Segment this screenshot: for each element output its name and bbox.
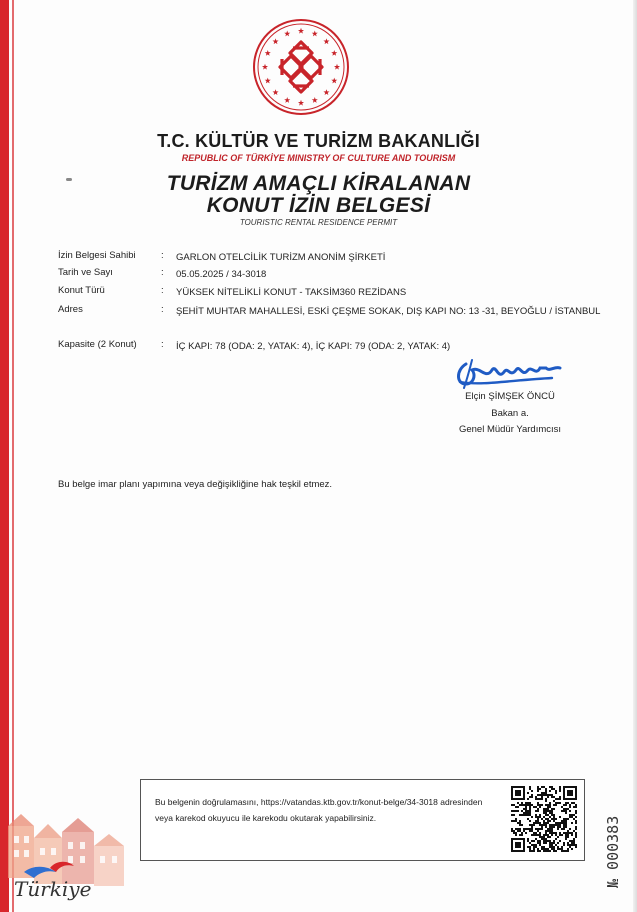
verification-box: [140, 779, 585, 861]
signatory-title: Genel Müdür Yardımcısı: [458, 424, 562, 435]
document-title-line1: TURİZM AMAÇLI KİRALANAN: [166, 172, 471, 195]
seal-star-icon: [298, 28, 304, 34]
field-value: GARLON OTELCİLİK TURİZM ANONİM ŞİRKETİ: [176, 252, 386, 263]
document-title-line2: KONUT İZİN BELGESİ: [206, 194, 431, 217]
field-colon: :: [161, 339, 164, 350]
field-label: Konut Türü: [58, 285, 105, 296]
seal-star-icon: [312, 97, 318, 103]
seal-star-icon: [273, 38, 279, 44]
ministry-seal-icon: [252, 18, 350, 116]
seal-star-icon: [331, 50, 337, 56]
verification-text: Bu belgenin doğrulamasını, https://vatandas.ktb.gov.tr/konut-belge/34-3018 adresinden veya karekod okuyucu ile karekodu okutarak yapabilirsiniz.: [155, 797, 483, 823]
field-colon: :: [161, 250, 164, 261]
seal-star-icon: [323, 89, 329, 95]
seal-star-icon: [262, 64, 268, 70]
logo-text: Türkiye: [14, 877, 92, 901]
legal-note: Bu belge imar planı yapımına veya değişikliğine hak teşkil etmez.: [58, 479, 333, 490]
field-label: İzin Belgesi Sahibi: [58, 250, 136, 261]
field-label: Adres: [58, 304, 83, 315]
field-colon: :: [161, 285, 164, 296]
seal-star-icon: [298, 100, 304, 106]
turkiye-logo-icon: [0, 802, 130, 910]
ministry-name: T.C. KÜLTÜR VE TURİZM BAKANLIĞI: [157, 131, 480, 151]
seal-star-icon: [273, 89, 279, 95]
field-colon: :: [161, 304, 164, 315]
seal-star-icon: [284, 97, 290, 103]
field-colon: :: [161, 267, 164, 278]
seal-star-icon: [312, 31, 318, 37]
field-label: Kapasite (2 Konut): [58, 339, 137, 350]
field-value: ŞEHİT MUHTAR MAHALLESİ, ESKİ ÇEŞME SOKAK, DIŞ KAPI NO: 13 -31, BEYOĞLU / İSTANBUL: [176, 306, 601, 317]
serial-text: № 000383: [604, 815, 622, 888]
document-title-english: TOURISTIC RENTAL RESIDENCE PERMIT: [239, 218, 398, 227]
signatory-name: Elçin ŞİMŞEK ÖNCÜ: [465, 391, 555, 402]
field-value: 05.05.2025 / 34-3018: [176, 269, 267, 280]
seal-star-icon: [323, 38, 329, 44]
serial-number: [600, 790, 624, 890]
seal-star-icon: [284, 31, 290, 37]
seal-star-icon: [265, 78, 271, 84]
ministry-name-english: REPUBLIC OF TÜRKİYE MINISTRY OF CULTURE AND TOURISM: [181, 153, 456, 163]
signature-image: [452, 356, 564, 392]
seal-star-icon: [334, 64, 340, 70]
field-value: YÜKSEK NİTELİKLİ KONUT - TAKSİM360 REZİDANS: [176, 287, 407, 298]
signatory-on-behalf: Bakan a.: [491, 408, 529, 419]
qr-code-icon[interactable]: [511, 786, 577, 852]
field-value: İÇ KAPI: 78 (ODA: 2, YATAK: 4), İÇ KAPI: 79 (ODA: 2, YATAK: 4): [176, 341, 451, 352]
seal-star-icon: [265, 50, 271, 56]
field-label: Tarih ve Sayı: [58, 267, 113, 278]
seal-star-icon: [331, 78, 337, 84]
